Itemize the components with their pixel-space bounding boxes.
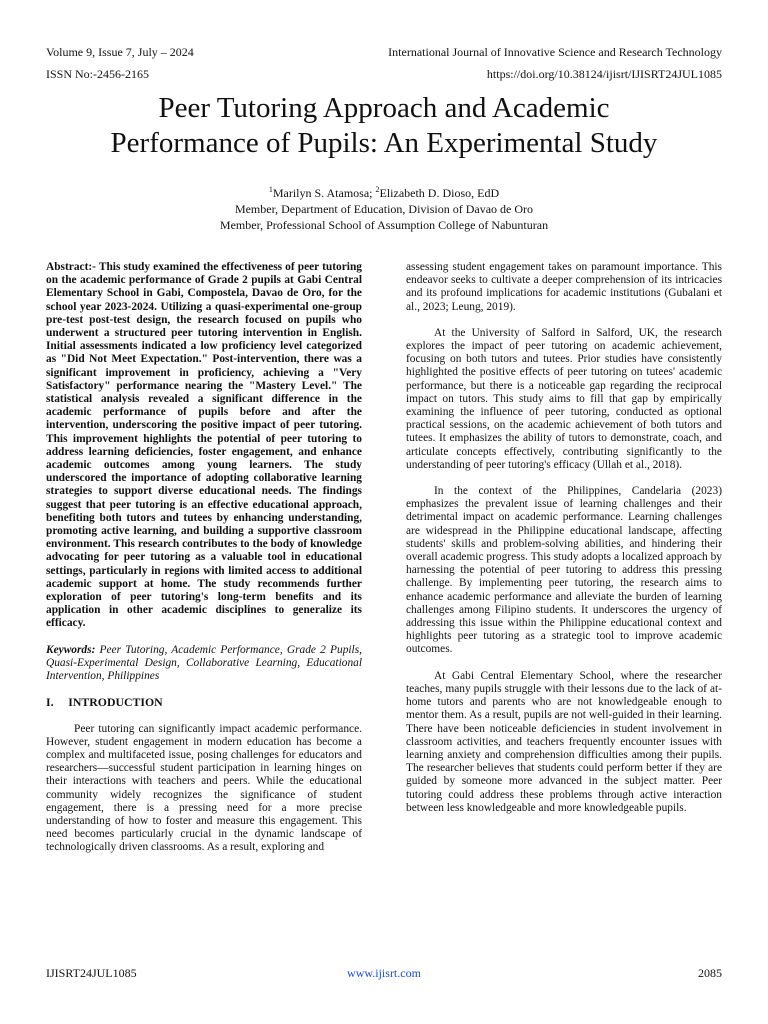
title-line-2: Performance of Pupils: An Experimental Study: [110, 127, 658, 159]
header-journal-name: International Journal of Innovative Science and Research Technology: [388, 45, 722, 59]
footer-website-link[interactable]: www.ijisrt.com: [347, 966, 421, 980]
header-volume: Volume 9, Issue 7, July – 2024: [46, 45, 194, 59]
intro-paragraph-1-continued: assessing student engagement takes on paramount importance. This endeavor seeks to cultivate a deeper comprehension of its intricacies and its profound implications for academic institutions (Gubalani et al., 2023; Leung, 2019).: [406, 261, 722, 313]
paper-title: [40, 91, 728, 161]
footer-page-number: 2085: [698, 966, 722, 980]
keywords-list: Peer Tutoring, Academic Performance, Grade 2 Pupils, Quasi-Experimental Design, Collaborative Learning, Educational Intervention, Philippines: [46, 643, 362, 683]
author-2: Elizabeth D. Dioso, EdD: [379, 186, 500, 200]
header-doi-link[interactable]: https://doi.org/10.38124/ijisrt/IJISRT24JUL1085: [486, 67, 722, 81]
title-line-1: Peer Tutoring Approach and Academic: [158, 92, 610, 124]
footer-paper-id: IJISRT24JUL1085: [46, 966, 137, 980]
author-1: Marilyn S. Atamosa;: [272, 186, 376, 200]
intro-paragraph-3: In the context of the Philippines, Candelaria (2023) emphasizes the prevalent issue of learning challenges and their detrimental impact on academic performance. Learning challenges are widespread in the Philippine educational landscape, affecting students' skills and problem-solving abilities, and hindering their overall academic progress. This study adopts a localized approach by harnessing the potential of peer tutoring to address this pressing challenge. By implementing peer tutoring, the research aims to enhance academic performance and alleviate the burden of learning challenges among Filipino students. It underscores the urgency of addressing this issue within the Philippine educational context and highlights peer tutoring as a strategic tool to improve academic outcomes.: [406, 485, 722, 656]
author-1-marker: 1: [268, 185, 273, 194]
intro-paragraph-4: At Gabi Central Elementary School, where the researcher teaches, many pupils struggle with their lessons due to the lack of at-home tutors and parents who are not knowledgeable enough to mentor them. As a result, pupils are not well-guided in their learning. There have been noticeable deficiencies in student involvement in classroom activities, and teachers frequently encounter issues with learning anxiety and comprehension difficulties among their pupils. The researcher believes that students could perform better if they are guided by someone more advanced in the subject matter. Peer tutoring could address these problems through active interaction between less knowledgeable and more knowledgeable pupils.: [406, 669, 722, 814]
author-list: [40, 186, 728, 201]
section-heading-introduction: I. INTRODUCTION: [46, 695, 163, 710]
keywords: [46, 644, 362, 684]
intro-paragraph-2: At the University of Salford in Salford, UK, the research explores the impact of peer tutoring on academic achievement, focusing on both tutors and tutees. Prior studies have consistently highlighted the positive effects of peer tutoring on tutees' academic performance, but there is a noticeable gap regarding the reciprocal impact on tutors. This study aims to fill that gap by empirically examining the influence of peer tutoring, conducted as optional practical sessions, on the academic achievement of both tutors and tutees. It emphasizes the ability of tutors to demonstrate, coach, and articulate concepts effectively, contributing significantly to the understanding of peer tutoring's efficacy (Ullah et al., 2018).: [406, 326, 722, 471]
intro-paragraph-1: Peer tutoring can significantly impact academic performance. However, student engagement in modern education has become a complex and multifaceted issue, posing challenges for educators and researchers—successful student participation in learning hinges on their interactions with teachers and peers. While the educational community widely recognizes the significance of student engagement, there is a pressing need for a more precise understanding of how to foster and measure this engagement. This need becomes particularly crucial in the dynamic landscape of technologically driven classrooms. As a result, exploring and: [46, 722, 362, 854]
right-column: [406, 261, 722, 815]
abstract: Abstract:- This study examined the effectiveness of peer tutoring on the academic performance of Grade 2 pupils at Gabi Central Elementary School in Gabi, Compostela, Davao de Oro, for the school year 2023-2024. Utilizing a quasi-experimental one-group pre-test post-test design, the research focused on pupils who underwent a structured peer tutoring intervention in English. Initial assessments indicated a low proficiency level categorized as "Did Not Meet Expectation." Post-intervention, there was a significant improvement in proficiency, achieving a "Very Satisfactory" performance nearing the "Mastery Level." The statistical analysis revealed a significant difference in the academic performance of pupils before and after the intervention, underscoring the positive impact of peer tutoring. This improvement highlights the potential of peer tutoring to address learning deficiencies, foster engagement, and enhance academic outcomes among young learners. The study underscored the importance of adopting collaborative learning strategies to support diverse educational needs. The findings suggest that peer tutoring is an effective educational approach, benefiting both tutors and tutees by enhancing understanding, promoting active learning, and building a supportive classroom environment. This research contributes to the body of knowledge advocating for peer tutoring as a valuable tool in educational settings, particularly in regions with limited access to additional academic support at home. The study recommends further exploration of peer tutoring's long-term benefits and its application in other academic disciplines to generalize its efficacy.: [46, 261, 362, 630]
left-column: [46, 261, 362, 855]
affiliation-1: Member, Department of Education, Division of Davao de Oro: [234, 202, 534, 216]
affiliation-2: Member, Professional School of Assumption College of Nabunturan: [219, 218, 549, 232]
keywords-label: Keywords:: [46, 643, 96, 656]
author-2-marker: 2: [375, 185, 380, 194]
header-issn: ISSN No:-2456-2165: [46, 67, 150, 81]
